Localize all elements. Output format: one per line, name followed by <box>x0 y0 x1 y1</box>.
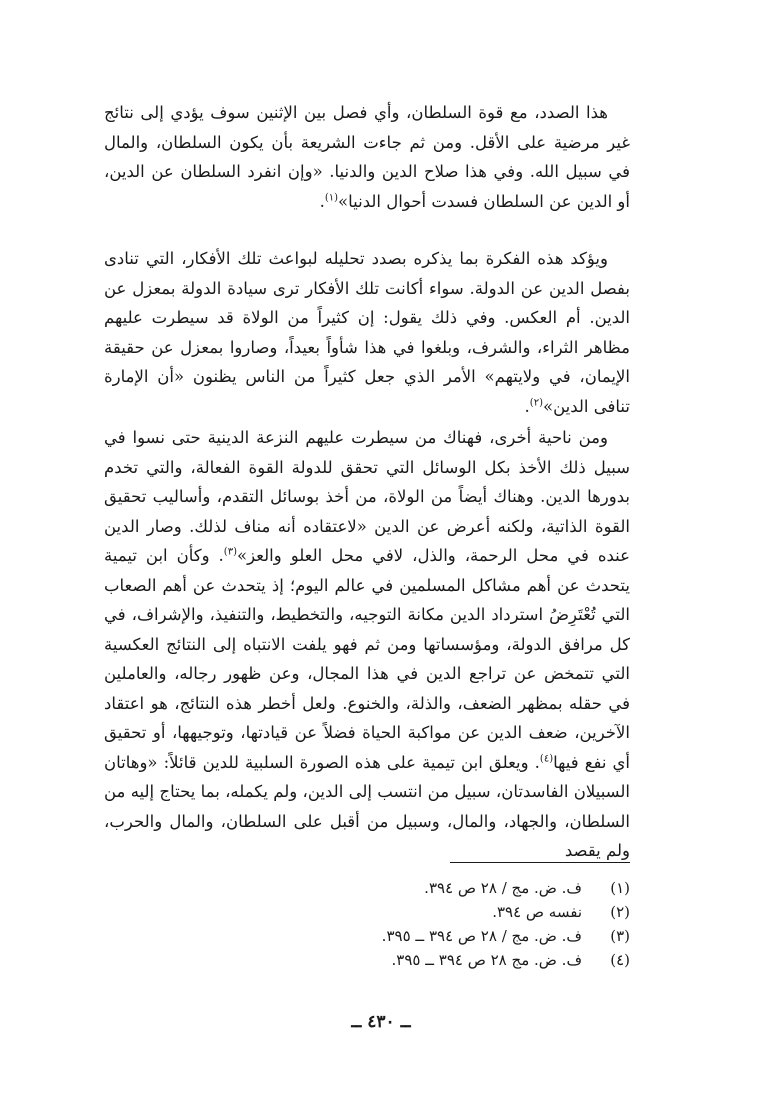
footnote-ref: (٤) <box>539 753 554 764</box>
footnote-item <box>104 900 630 924</box>
footnote-ref: (١) <box>324 192 339 203</box>
footnote-number: (١) <box>610 879 630 897</box>
paragraph-text: ومن ناحية أخرى، فهناك من سيطرت عليهم النزعة الدينية حتى نسوا في سبيل ذلك الأخذ بكل الوسائل التي تحقق للدولة القوة الفعالة، والتي تخدم بدورها الدين. وهناك أيضاً من الولاة، من أخذ بوسائل التقدم، وأساليب تحقيق القوة الذاتية، ولكنه أعرض عن الدين «لاعتقاده أنه مناف لذلك. وصار الدين عنده في محل الرحمة، والذل، لافي محل العلو والعز» <box>104 428 630 565</box>
footnote-item <box>104 948 630 972</box>
footnote-text: ف. ض. مج ٢٨ ص ٣٩٤ ــ ٣٩٥. <box>391 951 582 969</box>
footnote-number: (٤) <box>610 951 630 969</box>
paragraph-text: . وكأن ابن تيمية يتحدث عن أهم مشاكل المسلمين في عالم اليوم؛ إذ يتحدث عن أهم الصعاب التي تُعْتَرِضُ استرداد الدين مكانة التوجيه، والتخطيط، والتنفيذ، والإشراف، في كل مرافق الدولة، ومؤسساتها ومن ثم فهو يلفت الانتباه إلى النتائج العكسية التي تتمخض عن تراجع الدين في هذا المجال، وعن ظهور رجاله، والعاملين في حقله بمظهر الضعف، والذلة، والخنوع. ولعل أخطر هذه النتائج، هو اعتقاد الآخرين، ضعف الدين عن مواكبة الحياة فضلاً عن قيادتها، وتوجيهها، أو تحقيق أي نفع فيها <box>104 546 630 772</box>
paragraph-3 <box>104 423 630 866</box>
paragraph-text: ويؤكد هذه الفكرة بما يذكره بصدد تحليله لبواعث تلك الأفكار، التي تنادى بفصل الدين عن الدولة. سواء أكانت تلك الأفكار ترى سيادة الدولة بمعزل عن الدين. أم العكس. وفي ذلك يقول: إن كثيراً من الولاة قد سيطرت عليهم مظاهر الثراء، والشرف، وبلغوا في هذا شأواً بعيداً، وصاروا بمعزل عن حقيقة الإيمان، في ولايتهم» الأمر الذي جعل كثيراً من الناس يظنون «أن الإمارة تنافى الدين» <box>104 249 630 416</box>
footnote-text: ف. ض. مج / ٢٨ ص ٣٩٤. <box>424 879 582 897</box>
paragraph-2 <box>104 244 630 421</box>
footnote-text: نفسه ص ٣٩٤. <box>492 903 582 921</box>
footnote-item <box>104 924 630 948</box>
footnotes-list <box>104 876 630 972</box>
footnote-ref: (٢) <box>529 397 543 408</box>
paragraph-text: . ويعلق ابن تيمية على هذه الصورة السلبية للدين قائلاً: «وهاتان السبيلان الفاسدتان، سبيل من انتسب إلى الدين، ولم يكمله، بما يحتاج إليه من السلطان، والجهاد، والمال، وسبيل من أقبل على السلطان، والمال والحرب، ولم يقصد <box>104 752 630 860</box>
footnote-number: (٣) <box>610 927 630 945</box>
paragraph-end: . <box>319 191 325 211</box>
footnote-divider <box>450 862 630 863</box>
footnote-ref: (٣) <box>223 546 237 558</box>
paragraph-1 <box>104 98 630 216</box>
page-number: ــ ٤٣٠ ــ <box>351 1012 411 1032</box>
footnote-item <box>104 876 630 900</box>
footnote-number: (٢) <box>610 903 630 921</box>
paragraph-text: هذا الصدد، مع قوة السلطان، وأي فصل بين الإثنين سوف يؤدي إلى نتائج غير مرضية على الأقل. ومن ثم جاءت الشريعة بأن يكون السلطان، والمال في سبيل الله. وفي هذا صلاح الدين والدنيا. «وإن انفرد السلطان عن الدين، أو الدين عن السلطان فسدت أحوال الدنيا» <box>104 103 630 211</box>
paragraph-end: . <box>524 396 530 416</box>
footnote-text: ف. ض. مج / ٢٨ ص ٣٩٤ ــ ٣٩٥. <box>381 927 582 945</box>
